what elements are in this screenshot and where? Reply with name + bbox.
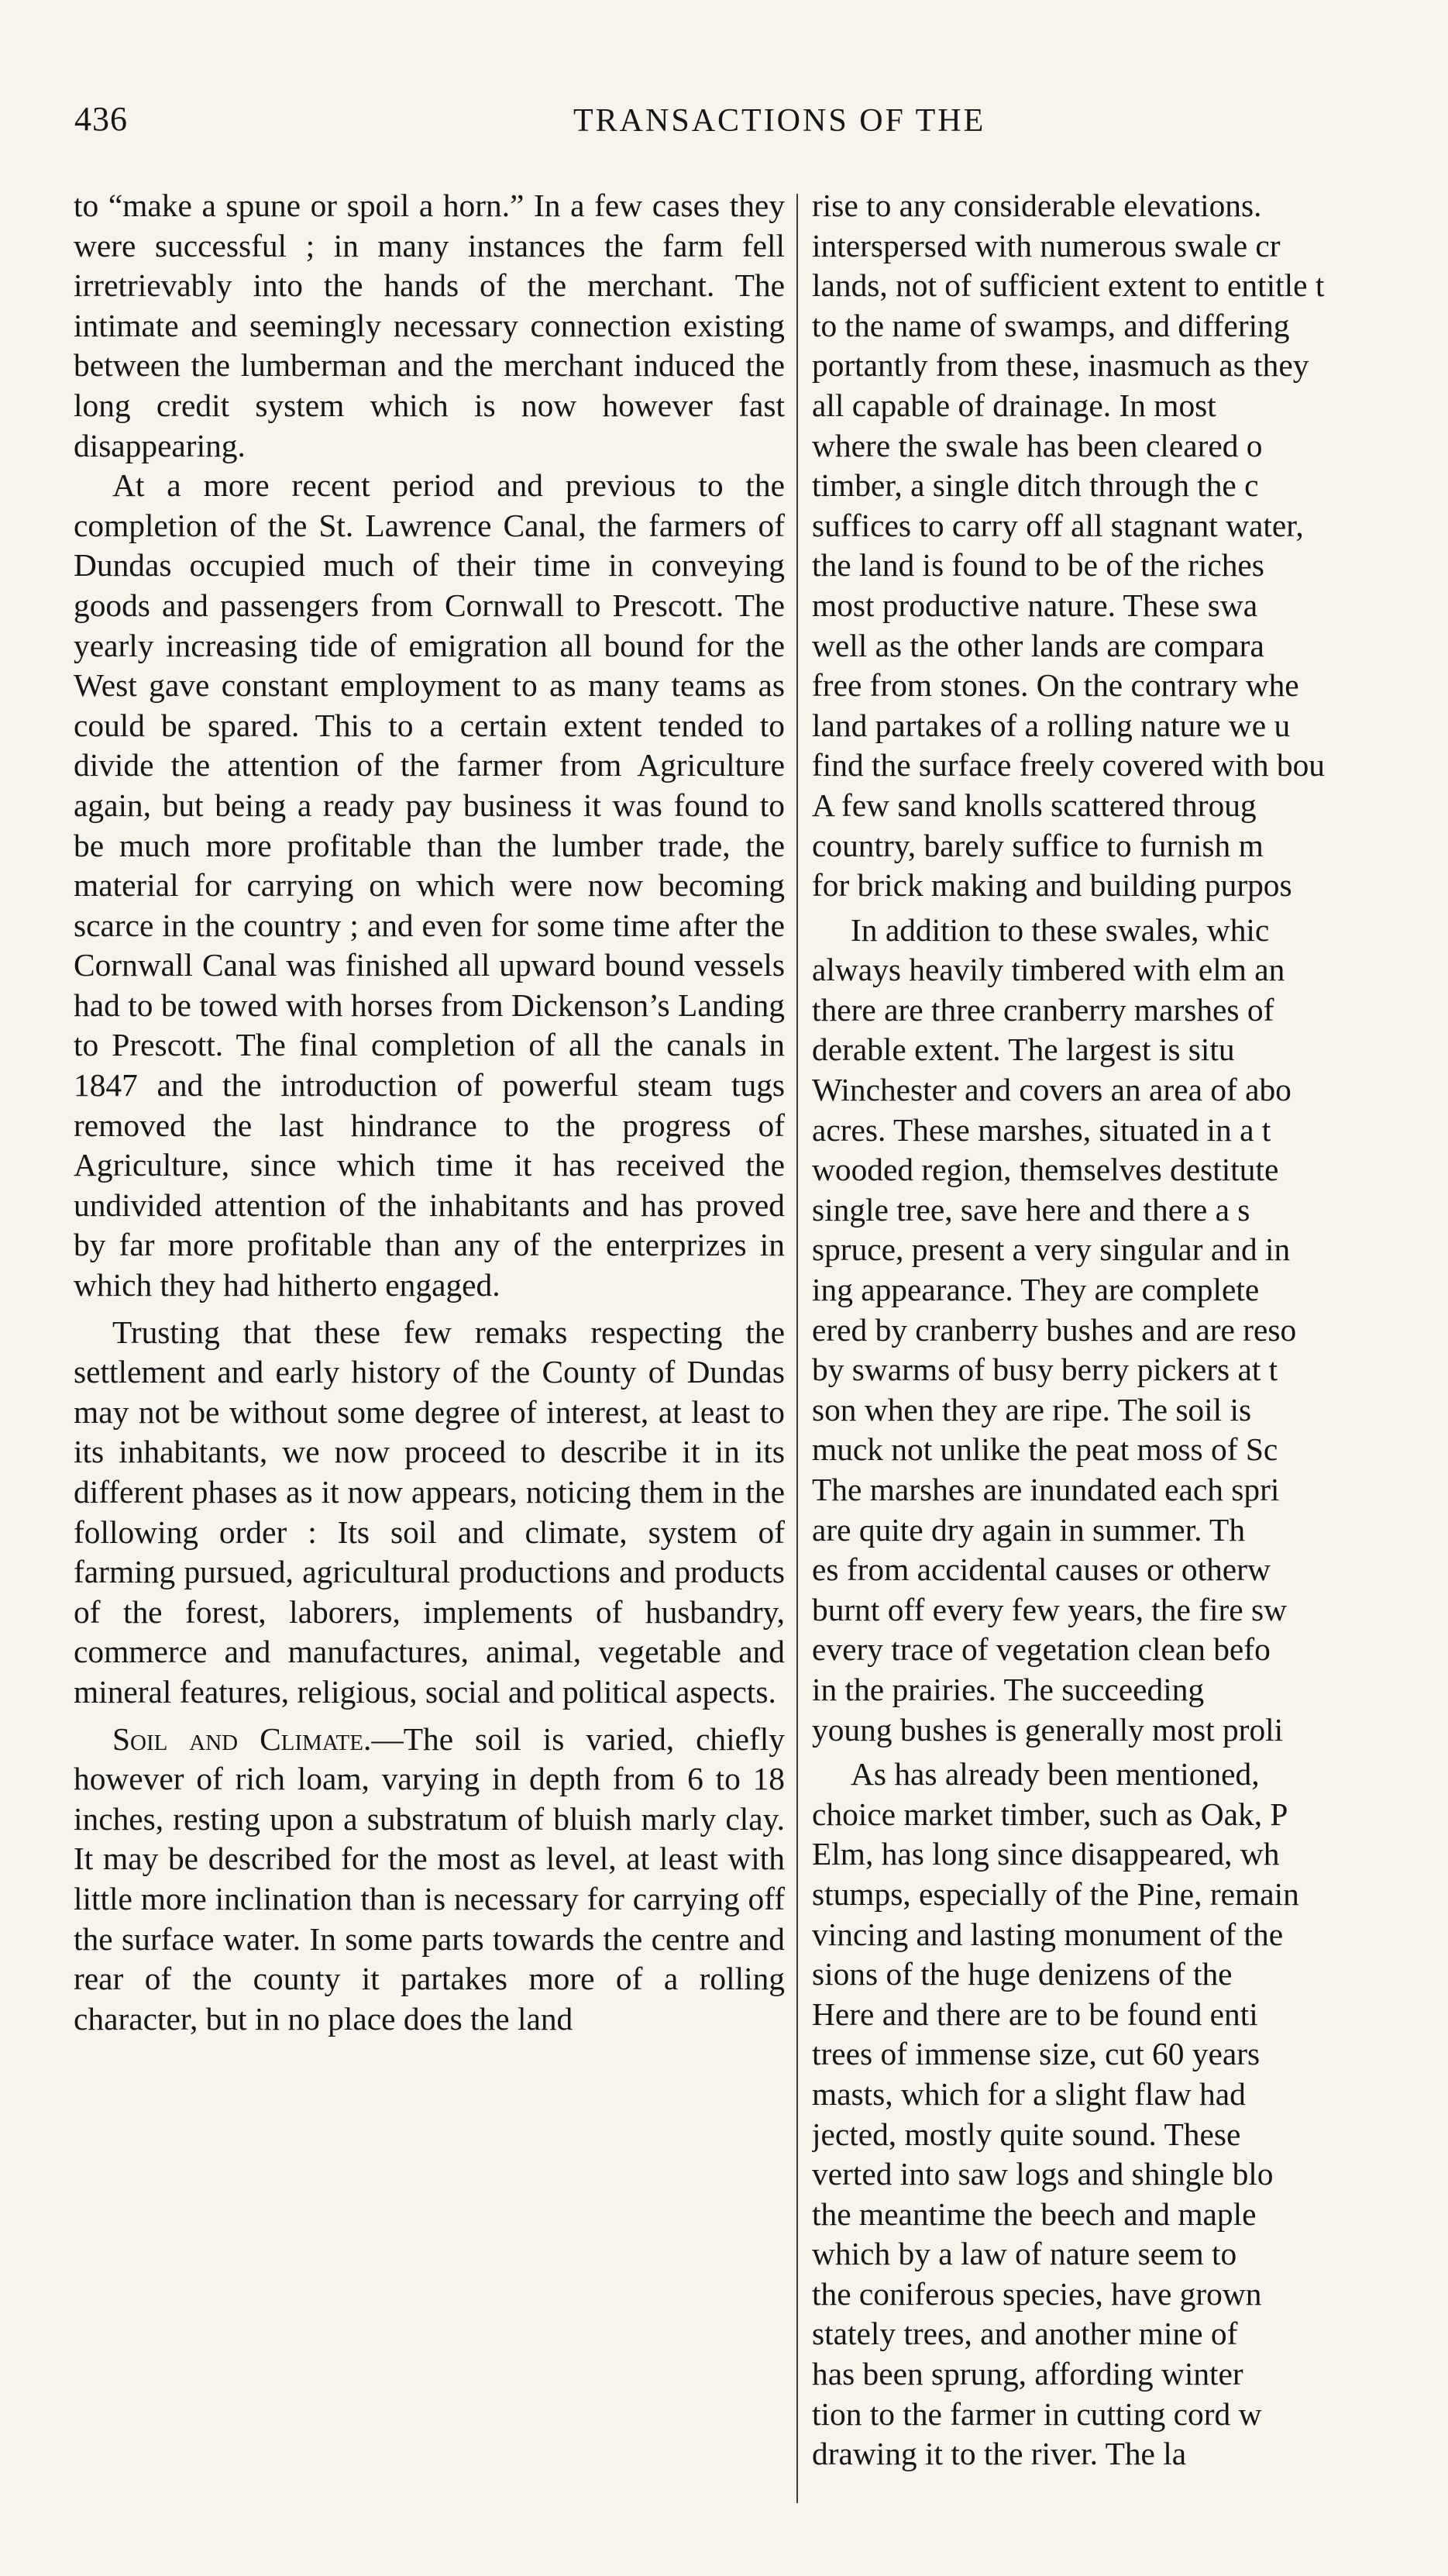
text-line: spruce, present a very singular and in	[812, 1231, 1291, 1268]
text-line: sions of the huge denizens of the	[812, 1956, 1233, 1992]
paragraph-2: At a more recent period and previous to the completion of the St. Lawrence Canal, the farmers of Dundas occupied much of their time in conveying goods and passengers from Cornwall to Prescott. The yearly increasing tide of emigration all bound for the West gave constant employment to as many teams as could be spared. This to a certain extent tended to divide the attention of the farmer from Agriculture again, but being a ready pay business it was found to be much more profitable than the lumber trade, the material for carrying on which were now becoming scarce in the country ; and even for some time after the Cornwall Canal was finished all upward bound vessels had to be towed with horses from Dickenson’s Landing to Prescott. The final completion of all the canals in 1847 and the introduction of powerful steam tugs removed the last hindrance to the progress of Agriculture, since which time it has received the undivided attention of the inhabitants and has proved by far more profitable than any of the enterprizes in which they had hitherto engaged.	[74, 467, 785, 1303]
text-line: jected, mostly quite sound. These	[812, 2116, 1241, 2152]
text-line: muck not unlike the peat moss of Sc	[812, 1431, 1278, 1468]
text-line: for brick making and building purpos	[812, 867, 1292, 904]
text-line: single tree, save here and there a s	[812, 1191, 1250, 1228]
column-divider	[796, 194, 798, 2503]
text-line: most productive nature. These swa	[812, 587, 1258, 623]
text-line: es from accidental causes or otherw	[812, 1551, 1271, 1588]
text-line: A few sand knolls scattered throug	[812, 787, 1257, 823]
text-line: all capable of drainage. In most	[812, 387, 1216, 423]
text-line: interspersed with numerous swale cr	[812, 227, 1281, 263]
running-title: TRANSACTIONS OF THE	[573, 103, 986, 139]
text-line: ing appearance. They are complete	[812, 1272, 1260, 1308]
text-line: lands, not of sufficient extent to entitle t	[812, 267, 1325, 304]
text-line: Here and there are to be found enti	[812, 1996, 1258, 2032]
text-line: young bushes is generally most proli	[812, 1711, 1284, 1748]
text-line: son when they are ripe. The soil is	[812, 1391, 1252, 1427]
paragraph-3: Trusting that these few remaks respecting the settlement and early history of the County of Dundas may not be without some degree of interest, at least to its inhabitants, we now proceed to describe it in its different phases as it now appears, noticing them in the following order : Its soil and climate, system of farming pursued, agricultural productions and products of the forest, laborers, implements of husbandry, commerce and manufactures, animal, vegetable and mineral features, religious, social and political aspects.	[74, 1314, 785, 1710]
page-header	[46, 99, 1410, 153]
text-line: there are three cranberry marshes of	[812, 991, 1274, 1028]
text-line: the land is found to be of the riches	[812, 547, 1264, 584]
paragraph-4-text: —The soil is varied, chiefly however of rich loam, varying in depth from 6 to 18 inches, resting upon a substratum of bluish marly clay. It may be described for the most as level, at least with little more inclination than is necessary for carrying off the surface water. In some parts towards the centre and rear of the county it partakes more of a rolling character, but in no place does the land	[74, 1720, 785, 2037]
section-heading: Soil and Climate.	[112, 1720, 372, 1757]
text-line: to the name of swamps, and differing	[812, 307, 1290, 343]
text-line: choice market timber, such as Oak, P	[812, 1796, 1288, 1832]
text-line: land partakes of a rolling nature we u	[812, 707, 1291, 743]
text-line: stately trees, and another mine of	[812, 2316, 1238, 2352]
left-column	[74, 186, 785, 2511]
text-line: Elm, has long since disappeared, wh	[812, 1836, 1280, 1872]
text-line: The marshes are inundated each spri	[812, 1472, 1280, 1507]
text-line: As has already been mentioned,	[851, 1756, 1260, 1793]
text-line: well as the other lands are compara	[812, 627, 1264, 663]
text-line: In addition to these swales, whic	[851, 911, 1270, 948]
text-line: are quite dry again in summer. Th	[812, 1511, 1246, 1548]
paragraph-1: to “make a spune or spoil a horn.” In a few cases they were successful ; in many instances the farm fell irretrievably into the hands of the merchant. The intimate and seemingly necessary connection existing between the lumberman and the merchant induced the long credit system which is now however fast disappearing.	[74, 188, 785, 463]
text-line: by swarms of busy berry pickers at t	[812, 1352, 1278, 1388]
text-line: country, barely suffice to furnish m	[812, 827, 1264, 863]
text-line: acres. These marshes, situated in a t	[812, 1111, 1271, 1148]
text-line: every trace of vegetation clean befo	[812, 1631, 1271, 1668]
text-line: the coniferous species, have grown	[812, 2275, 1262, 2312]
text-line: vincing and lasting monument of the	[812, 1916, 1284, 1952]
text-line: burnt off every few years, the fire sw	[812, 1591, 1287, 1627]
text-line: always heavily timbered with elm an	[812, 952, 1285, 988]
text-line: derable extent. The largest is situ	[812, 1031, 1235, 1068]
text-line: has been sprung, affording winter	[812, 2356, 1243, 2392]
text-line: stumps, especially of the Pine, remain	[812, 1875, 1299, 1912]
text-line: tion to the farmer in cutting cord w	[812, 2395, 1262, 2432]
text-line: wooded region, themselves destitute	[812, 1152, 1279, 1188]
text-line: trees of immense size, cut 60 years	[812, 2036, 1261, 2072]
text-line: which by a law of nature seem to	[812, 2236, 1237, 2272]
text-line: verted into saw logs and shingle blo	[812, 2156, 1274, 2192]
text-line: in the prairies. The succeeding	[812, 1671, 1205, 1707]
text-line: rise to any considerable elevations.	[812, 188, 1262, 223]
text-line: Winchester and covers an area of abo	[812, 1072, 1292, 1108]
right-column	[812, 186, 1432, 2511]
page-number: 436	[74, 100, 128, 138]
text-line: masts, which for a slight flaw had	[812, 2075, 1246, 2112]
text-line: free from stones. On the contrary whe	[812, 667, 1299, 704]
paragraph-4	[74, 1720, 785, 2040]
text-line: suffices to carry off all stagnant water,	[812, 507, 1304, 543]
text-line: the meantime the beech and maple	[812, 2195, 1257, 2232]
text-line: drawing it to the river. The la	[812, 2436, 1187, 2472]
text-line: ered by cranberry bushes and are reso	[812, 1311, 1297, 1348]
text-line: portantly from these, inasmuch as they	[812, 347, 1309, 384]
text-line: find the surface freely covered with bou	[812, 747, 1325, 783]
text-line: where the swale has been cleared o	[812, 427, 1263, 463]
text-line: timber, a single ditch through the c	[812, 467, 1259, 504]
